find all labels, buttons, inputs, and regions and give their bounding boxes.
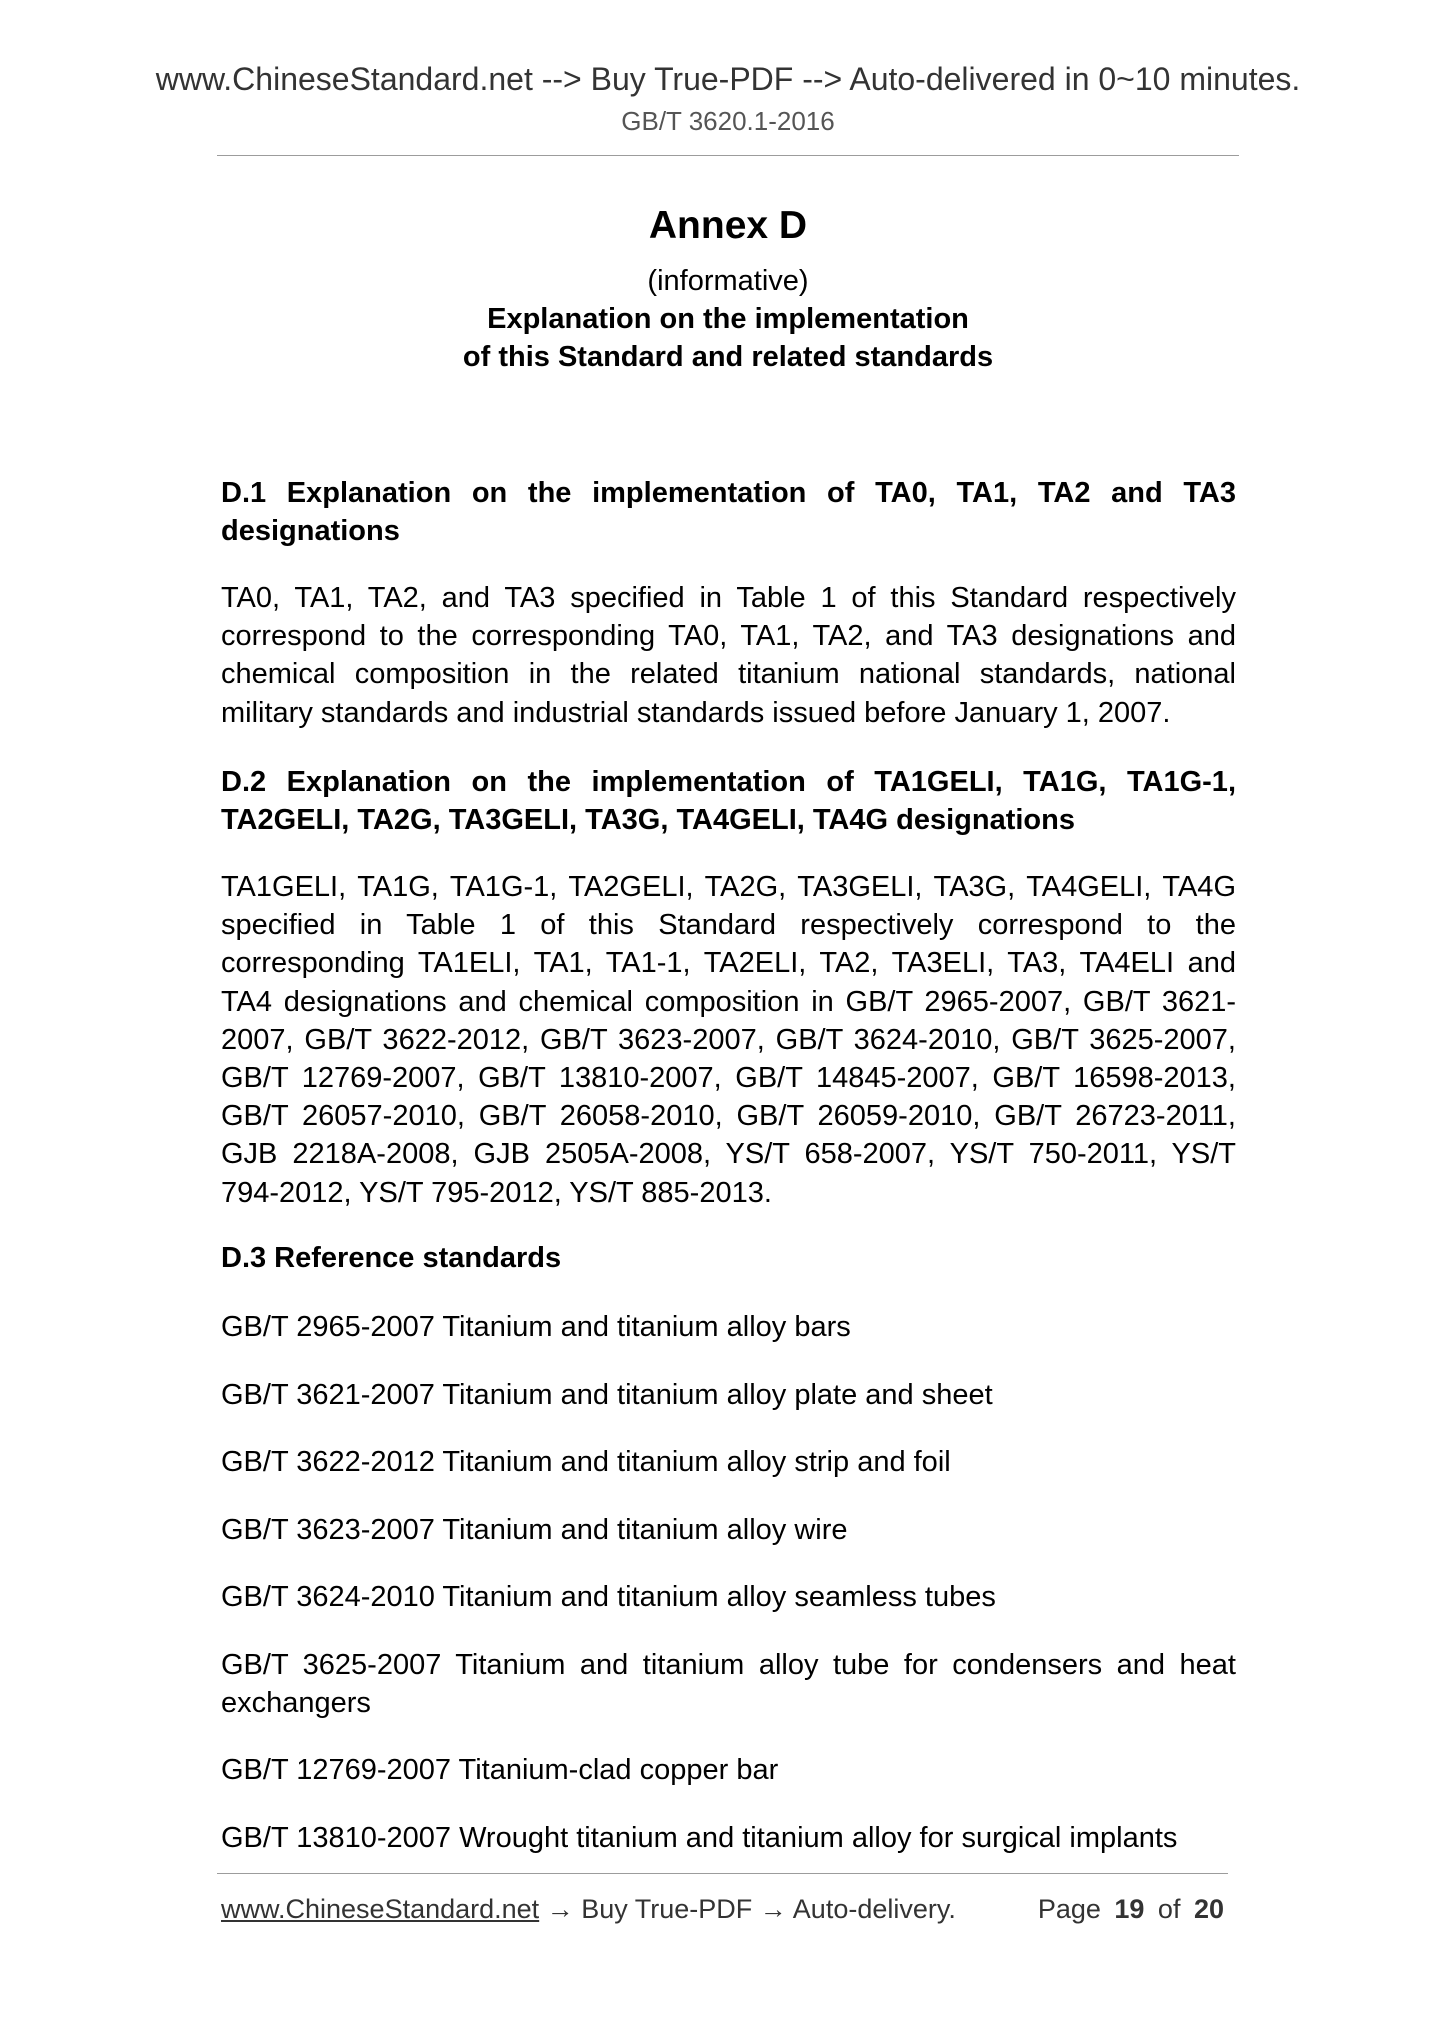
paragraph-line: TA4 designations and chemical composition in GB/T 2965-2007, GB/T 3621- (221, 985, 1236, 1018)
annex-title: Annex D (648, 204, 808, 247)
paragraph-line: GJB 2218A-2008, GJB 2505A-2008, YS/T 658-2007, YS/T 750-2011, YS/T (221, 1138, 1236, 1171)
paragraph-line: corresponding TA1ELI, TA1, TA1-1, TA2ELI, TA2, TA3ELI, TA3, TA4ELI and (221, 947, 1236, 980)
header-divider (217, 155, 1239, 156)
reference-item: GB/T 2965-2007 Titanium and titanium alloy bars (221, 1311, 851, 1343)
reference-list (221, 1308, 1236, 1886)
header-banner: www.ChineseStandard.net --> Buy True-PDF --> Auto-delivered in 0~10 minutes. (155, 61, 1301, 97)
paragraph-line: TA1GELI, TA1G, TA1G-1, TA2GELI, TA2G, TA3GELI, TA3G, TA4GELI, TA4G (221, 871, 1236, 903)
footer-divider (217, 1873, 1228, 1874)
reference-item: GB/T 12769-2007 Titanium-clad copper bar (221, 1754, 779, 1787)
paragraph-line: correspond to the corresponding TA0, TA1, TA2, and TA3 designations and (221, 620, 1236, 653)
reference-item: GB/T 3621-2007 Titanium and titanium alloy plate and sheet (221, 1378, 993, 1411)
page-total: 20 (1193, 1894, 1224, 1924)
heading-line: D.2 Explanation on the implementation of TA1GELI, TA1G, TA1G-1, (221, 766, 1236, 798)
reference-item: GB/T 13810-2007 Wrought titanium and titanium alloy for surgical implants (221, 1821, 1178, 1854)
paragraph-line: 794-2012, YS/T 795-2012, YS/T 885-2013. (221, 1176, 772, 1209)
footer-tagline: → Buy True-PDF → Auto-delivery. (546, 1894, 956, 1924)
paragraph-line: TA0, TA1, TA2, and TA3 specified in Table 1 of this Standard respectively (221, 582, 1236, 614)
paragraph-line: specified in Table 1 of this Standard respectively correspond to the (221, 909, 1236, 942)
heading-line: TA2GELI, TA2G, TA3GELI, TA3G, TA4GELI, TA4G designations (221, 804, 1075, 837)
section-d3-heading: D.3 Reference standards (221, 1242, 562, 1274)
annex-type: (informative) (647, 265, 809, 297)
header-document-id: GB/T 3620.1-2016 (621, 106, 835, 136)
section-d1-paragraph (221, 579, 1236, 732)
annex-heading-line: of this Standard and related standards (462, 341, 994, 373)
page-of-label: of (1157, 1894, 1181, 1924)
paragraph-line: military standards and industrial standards issued before January 1, 2007. (221, 696, 1171, 729)
annex-heading-line: Explanation on the implementation (487, 303, 969, 335)
section-d1-heading (221, 474, 1236, 550)
section-d2-paragraph (221, 868, 1236, 1212)
reference-item: GB/T 3625-2007 Titanium and titanium alloy tube for condensers and heat exchangers (221, 1648, 1236, 1719)
paragraph-line: 2007, GB/T 3622-2012, GB/T 3623-2007, GB/T 3624-2010, GB/T 3625-2007, (221, 1023, 1236, 1056)
reference-item: GB/T 3622-2012 Titanium and titanium alloy strip and foil (221, 1446, 951, 1478)
footer-promo (221, 1893, 956, 1925)
paragraph-line: GB/T 26057-2010, GB/T 26058-2010, GB/T 26059-2010, GB/T 26723-2011, (221, 1100, 1236, 1133)
page-indicator (1038, 1893, 1224, 1925)
section-d2-heading (221, 763, 1236, 839)
footer-site-link[interactable]: www.ChineseStandard.net (221, 1894, 540, 1924)
heading-line: D.1 Explanation on the implementation of TA0, TA1, TA2 and TA3 (221, 477, 1236, 509)
paragraph-line: GB/T 12769-2007, GB/T 13810-2007, GB/T 14845-2007, GB/T 16598-2013, (221, 1062, 1236, 1095)
page-label: Page (1037, 1894, 1101, 1924)
heading-line: designations (221, 515, 400, 548)
page-current: 19 (1114, 1894, 1145, 1924)
reference-item: GB/T 3624-2010 Titanium and titanium alloy seamless tubes (221, 1581, 996, 1613)
paragraph-line: chemical composition in the related titanium national standards, national (221, 658, 1236, 691)
reference-item: GB/T 3623-2007 Titanium and titanium alloy wire (221, 1513, 848, 1546)
